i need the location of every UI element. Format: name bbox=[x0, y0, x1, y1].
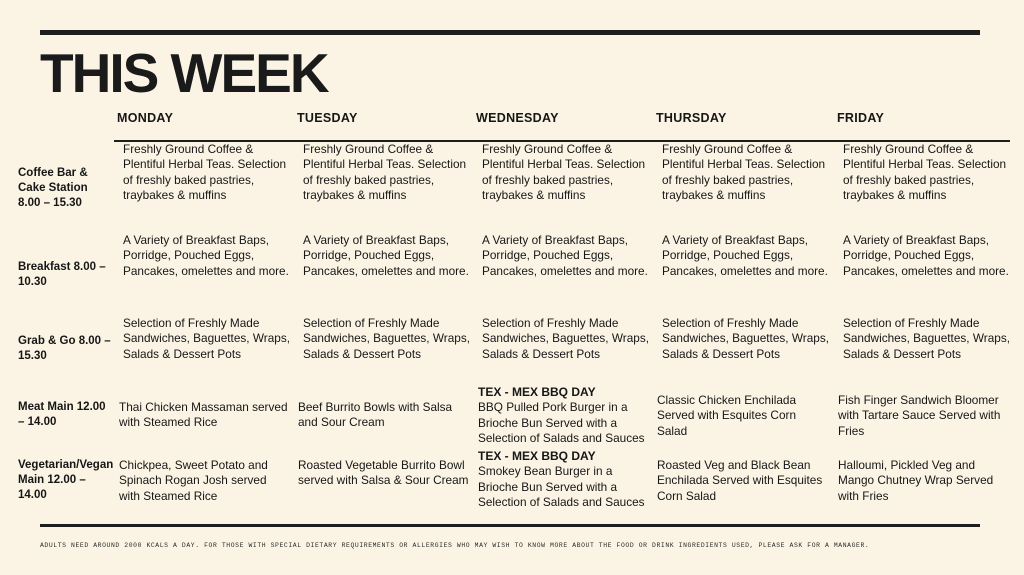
day-header-wednesday: WEDNESDAY bbox=[476, 111, 559, 125]
menu-cell-tex-mex bbox=[478, 449, 652, 510]
menu-cell: Roasted Vegetable Burrito Bowl served with Salsa & Sour Cream bbox=[298, 458, 469, 488]
menu-cell: Freshly Ground Coffee & Plentiful Herbal Teas. Selection of freshly baked pastries, traybakes & muffins bbox=[123, 142, 287, 202]
row-label-coffee-bar: Coffee Bar & Cake Station 8.00 – 15.30 bbox=[18, 167, 88, 209]
day-header-monday: MONDAY bbox=[117, 111, 174, 125]
menu-cell: Selection of Freshly Made Sandwiches, Baguettes, Wraps, Salads & Dessert Pots bbox=[482, 316, 649, 361]
menu-cell: A Variety of Breakfast Baps, Porridge, Pouched Eggs, Pancakes, omelettes and more. bbox=[843, 233, 1009, 278]
menu-cell: A Variety of Breakfast Baps, Porridge, Pouched Eggs, Pancakes, omelettes and more. bbox=[123, 233, 289, 278]
menu-cell: Freshly Ground Coffee & Plentiful Herbal Teas. Selection of freshly baked pastries, traybakes & muffins bbox=[843, 142, 1007, 202]
menu-cell: Selection of Freshly Made Sandwiches, Baguettes, Wraps, Salads & Dessert Pots bbox=[123, 316, 290, 361]
menu-cell-text: Smokey Bean Burger in a Brioche Bun Served with a Selection of Salads and Sauces bbox=[478, 464, 645, 509]
allergy-disclaimer: ADULTS NEED AROUND 2000 KCALS A DAY. FOR THOSE WITH SPECIAL DIETARY REQUIREMENTS OR ALLERGIES WHO MAY WISH TO KNOW MORE ABOUT THE FOOD OR DRINK INGREDIENTS USED, PLEASE ASK FOR A MANAGER. bbox=[40, 542, 870, 549]
tex-mex-heading: TEX - MEX BBQ DAY bbox=[478, 385, 596, 399]
menu-cell: Selection of Freshly Made Sandwiches, Baguettes, Wraps, Salads & Dessert Pots bbox=[662, 316, 829, 361]
menu-cell: Freshly Ground Coffee & Plentiful Herbal Teas. Selection of freshly baked pastries, traybakes & muffins bbox=[662, 142, 826, 202]
menu-cell: Classic Chicken Enchilada Served with Esquites Corn Salad bbox=[657, 393, 797, 438]
day-header-thursday: THURSDAY bbox=[656, 111, 727, 125]
menu-cell-text: BBQ Pulled Pork Burger in a Brioche Bun Served with a Selection of Salads and Sauces bbox=[478, 400, 645, 445]
menu-cell: A Variety of Breakfast Baps, Porridge, Pouched Eggs, Pancakes, omelettes and more. bbox=[482, 233, 648, 278]
menu-cell-tex-mex bbox=[478, 385, 652, 446]
menu-cell: Chickpea, Sweet Potato and Spinach Rogan Josh served with Steamed Rice bbox=[119, 458, 268, 503]
menu-cell: Freshly Ground Coffee & Plentiful Herbal Teas. Selection of freshly baked pastries, traybakes & muffins bbox=[303, 142, 467, 202]
menu-cell: Halloumi, Pickled Veg and Mango Chutney Wrap Served with Fries bbox=[838, 458, 994, 503]
menu-cell: Freshly Ground Coffee & Plentiful Herbal Teas. Selection of freshly baked pastries, traybakes & muffins bbox=[482, 142, 646, 202]
menu-cell: Fish Finger Sandwich Bloomer with Tartare Sauce Served with Fries bbox=[838, 393, 1001, 438]
day-header-friday: FRIDAY bbox=[837, 111, 885, 125]
top-rule bbox=[40, 30, 980, 35]
menu-cell: A Variety of Breakfast Baps, Porridge, Pouched Eggs, Pancakes, omelettes and more. bbox=[303, 233, 469, 278]
row-label-meat-main: Meat Main 12.00 – 14.00 bbox=[18, 401, 106, 428]
menu-cell: Selection of Freshly Made Sandwiches, Baguettes, Wraps, Salads & Dessert Pots bbox=[303, 316, 470, 361]
bottom-rule bbox=[40, 524, 980, 527]
row-label-breakfast: Breakfast 8.00 – 10.30 bbox=[18, 261, 106, 288]
row-label-grab-and-go: Grab & Go 8.00 – 15.30 bbox=[18, 335, 111, 362]
tex-mex-heading: TEX - MEX BBQ DAY bbox=[478, 449, 596, 463]
menu-cell: Selection of Freshly Made Sandwiches, Baguettes, Wraps, Salads & Dessert Pots bbox=[843, 316, 1010, 361]
menu-cell: A Variety of Breakfast Baps, Porridge, Pouched Eggs, Pancakes, omelettes and more. bbox=[662, 233, 828, 278]
row-label-vegetarian-main: Vegetarian/Vegan Main 12.00 – 14.00 bbox=[18, 459, 114, 501]
menu-cell: Beef Burrito Bowls with Salsa and Sour Cream bbox=[298, 400, 453, 430]
menu-cell: Thai Chicken Massaman served with Steamed Rice bbox=[119, 400, 288, 430]
page-title: THIS WEEK bbox=[40, 42, 328, 104]
menu-cell: Roasted Veg and Black Bean Enchilada Served with Esquites Corn Salad bbox=[657, 458, 823, 503]
day-header-tuesday: TUESDAY bbox=[297, 111, 358, 125]
